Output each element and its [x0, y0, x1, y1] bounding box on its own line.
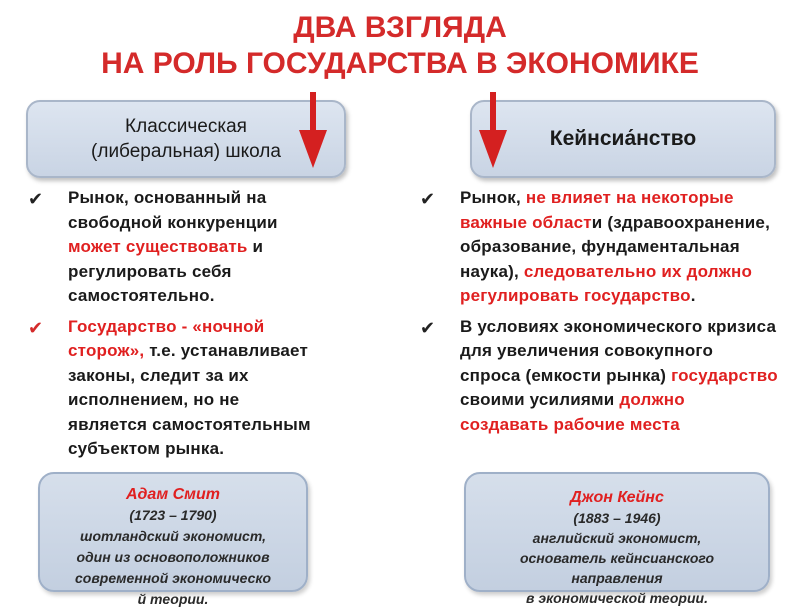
keynesian-bullet-list: [418, 186, 778, 443]
checkmark-icon: ✔: [420, 317, 436, 338]
bio-line: один из основоположников: [76, 549, 270, 565]
bullet-text: Рынок, основанный на свободной конкуренции может существовать и регулировать себя самостоятельно.: [68, 188, 278, 305]
keynesianism-header: [470, 100, 776, 178]
list-item: [26, 315, 316, 462]
checkmark-icon: ✔: [420, 189, 436, 209]
bio-line: шотландский экономист,: [80, 528, 266, 544]
list-item: [418, 315, 778, 438]
title-line-1: ДВА ВЗГЛЯДА: [293, 11, 507, 44]
john-keynes-bio-card: [464, 472, 770, 606]
list-item: [26, 186, 316, 309]
down-arrow-icon: [478, 92, 508, 168]
keynesianism-header-label: Кейнсиа́нство: [549, 127, 697, 150]
title-line-2: НА РОЛЬ ГОСУДАРСТВА В ЭКОНОМИКЕ: [101, 47, 699, 80]
list-item: [418, 186, 778, 309]
bullet-text: В условиях экономического кризиса для увеличения совокупного спроса (емкости рынка) государство своими усилиями должно создавать рабочие места: [460, 316, 778, 434]
bio-name: Адам Смит: [125, 486, 220, 503]
bio-years: (1883 – 1946): [573, 510, 661, 526]
classical-header-line-2: (либеральная) школа: [91, 141, 281, 162]
bullet-text: Государство - «ночной сторож», т.е. устанавливает законы, следит за их исполнением, но не является самостоятельным субъектом рынка.: [68, 316, 311, 458]
classical-header-line-1: Классическая: [125, 116, 247, 137]
bio-line: й теории.: [137, 591, 209, 607]
bio-line: основатель кейнсианского: [519, 550, 715, 566]
bio-years: (1723 – 1790): [129, 507, 217, 523]
checkmark-icon: ✔: [28, 189, 44, 209]
adam-smith-bio-card: [38, 472, 308, 607]
bio-line: современной экономическо: [74, 570, 272, 586]
bullet-text: Рынок, не влияет на некоторые важные области (здравоохранение, образование, фундаментальная наука), следовательно их должно регулировать государство.: [460, 188, 770, 305]
checkmark-icon: ✔: [28, 317, 44, 338]
bio-line: английский экономист,: [532, 530, 702, 546]
down-arrow-icon: [298, 92, 328, 168]
bio-line: в экономической теории.: [526, 590, 708, 606]
page-title: [0, 10, 800, 82]
classical-bullet-list: [26, 186, 316, 468]
bio-line: направления: [571, 570, 663, 586]
bio-name: Джон Кейнс: [570, 489, 664, 506]
